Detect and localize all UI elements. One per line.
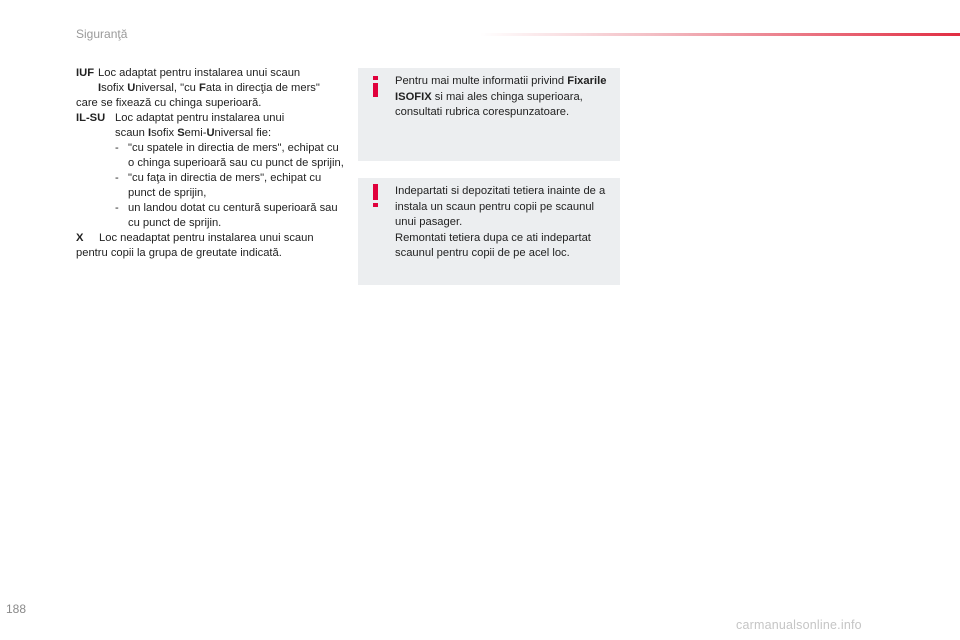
- exclamation-icon: [368, 184, 382, 206]
- info-text: Pentru mai multe informatii privind: [395, 75, 568, 87]
- definitions-column: [76, 66, 346, 261]
- definition-iuf: [76, 66, 346, 111]
- definition-text: ata in direcţia de mers": [205, 82, 320, 94]
- warning-paragraph: Indepartati si depozitati tetiera inainte de a instala un scaun pentru copii pe scaunul unui pasager.: [395, 185, 606, 228]
- definition-text: Loc neadaptat pentru instalarea unui scaun pentru copii la grupa de greutate indicată.: [76, 232, 314, 259]
- list-item: - "cu spatele in directia de mers", echipat cu o chinga superioară sau cu punct de sprijin,: [115, 141, 346, 171]
- info-box-text: [395, 74, 615, 121]
- page-number: 188: [6, 602, 27, 616]
- definition-term: IL-SU: [76, 112, 106, 124]
- definition-continuation: [76, 81, 346, 96]
- definition-continuation: [76, 126, 346, 141]
- bold-letter: U: [206, 127, 215, 139]
- definition-text: sofix: [101, 82, 128, 94]
- info-icon: [368, 74, 382, 96]
- bold-letter: U: [127, 82, 136, 94]
- warning-paragraph: Remontati tetiera dupa ce ati indepartat scaunul pentru copii de pe acel loc.: [395, 231, 591, 259]
- watermark: carmanualsonline.info: [736, 618, 862, 632]
- bold-letter: I: [147, 127, 152, 139]
- definition-term: IUF: [76, 67, 95, 79]
- bold-letter: I: [98, 82, 102, 94]
- bold-letter: S: [177, 127, 185, 139]
- definition-text: sofix: [151, 127, 178, 139]
- header-accent-bar: [480, 33, 960, 36]
- bold-letter: F: [199, 82, 206, 94]
- info-box: [358, 68, 620, 161]
- definition-bullet-list: [76, 141, 346, 231]
- definition-text: Loc adaptat pentru instalarea unui scaun: [98, 67, 301, 79]
- definition-text: niversal, "cu: [135, 82, 199, 94]
- info-text: si mai ales chinga superioara, consultati rubrica corespunzatoare.: [395, 90, 583, 118]
- info-bold-text: Fixarile ISOFIX: [395, 75, 607, 103]
- warning-box: [358, 178, 620, 285]
- list-item: - un landou dotat cu centură superioară sau cu punct de sprijin.: [115, 201, 346, 231]
- list-item: - "cu faţa in directia de mers", echipat cu punct de sprijin,: [115, 171, 346, 201]
- definition-text: care se fixează cu chinga superioară.: [76, 97, 262, 109]
- definition-il-su: [76, 111, 346, 231]
- definition-term: X: [76, 232, 84, 244]
- definition-x: [76, 231, 346, 261]
- definition-text: niversal fie:: [214, 127, 272, 139]
- definition-text: emi-: [184, 127, 207, 139]
- definition-text: scaun: [115, 127, 148, 139]
- definition-text: Loc adaptat pentru instalarea unui: [115, 112, 285, 124]
- warning-box-text: [395, 184, 615, 262]
- page-header-title: Siguranţă: [76, 27, 128, 41]
